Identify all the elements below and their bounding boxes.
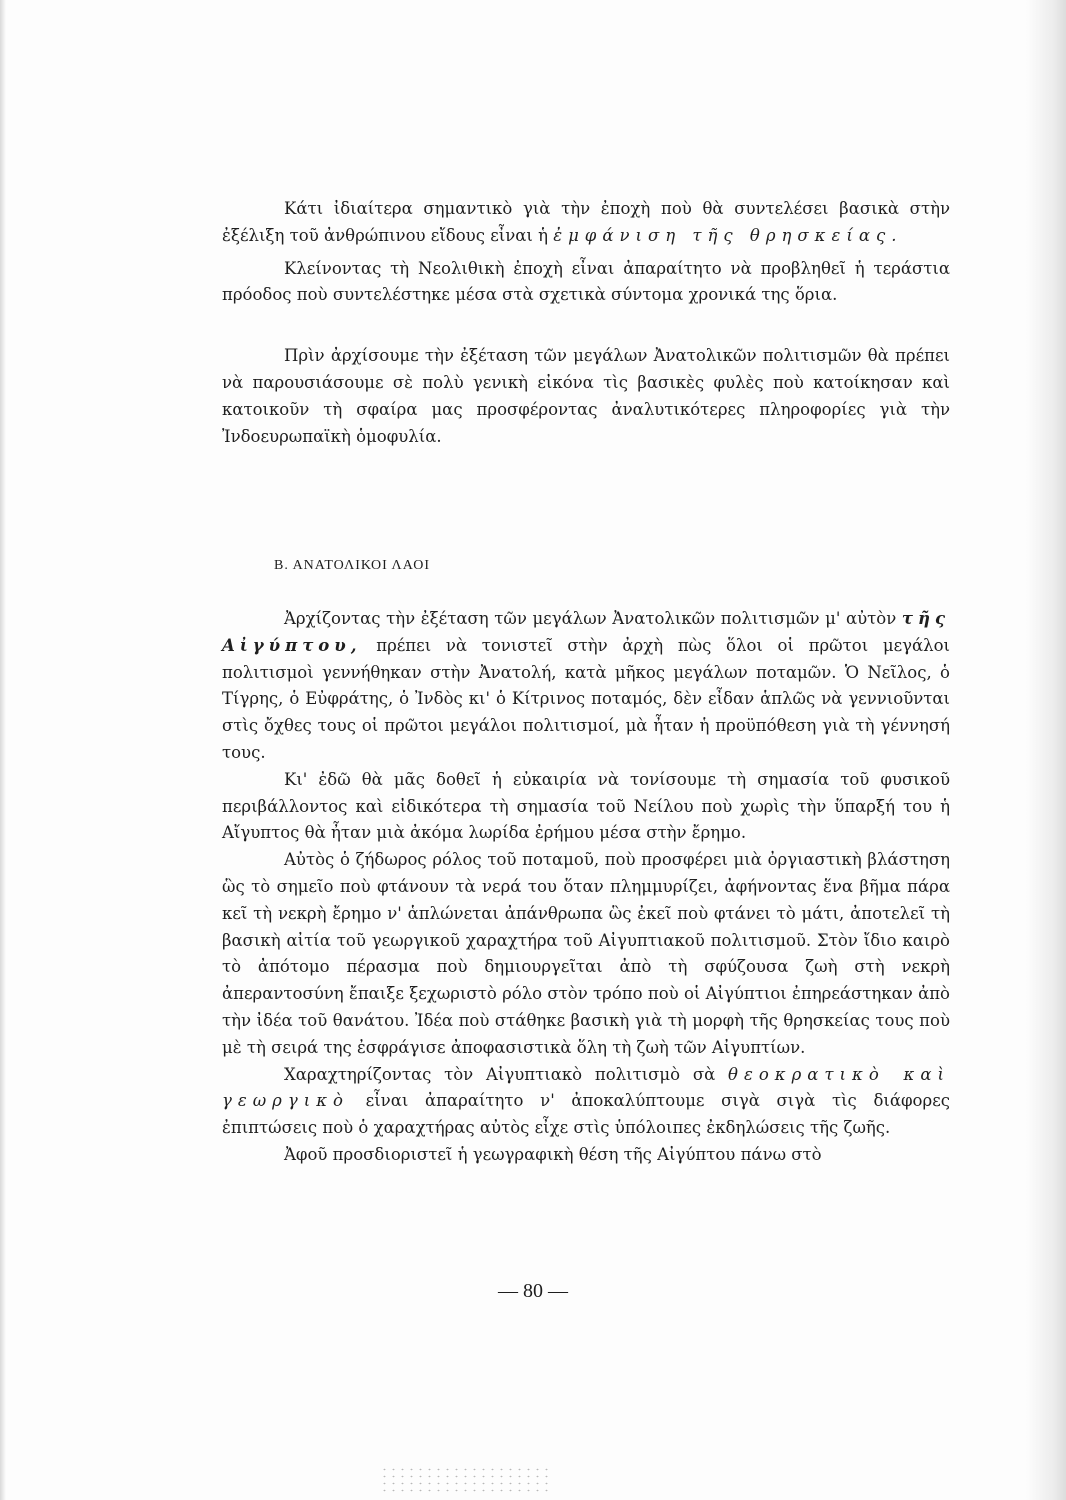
page-edge-shadow-right (1026, 0, 1066, 1500)
paragraph-religion (222, 196, 950, 250)
paragraph-egypt-intro (222, 606, 950, 767)
paragraph-races: Πρὶν ἀρχίσουμε τὴν ἐξέταση τῶν μεγάλων Ἀνατολικῶν πολιτισμῶν θὰ πρέπει νὰ παρουσιάσουμε σὲ πολὺ γενικὴ εἰκόνα τὶς βασικὲς φυλὲς ποὺ κατοίκησαν καὶ κατοικοῦν τὴ σφαίρα μας προσφέροντας ἀναλυτικότερες πληροφορίες γιὰ τὴν Ἰνδοευρωπαϊκὴ ὁμοφυλία. (222, 346, 950, 446)
page-number: — 80 — (498, 1280, 568, 1302)
bottom-text-block (222, 606, 950, 1169)
paragraph-text: πρέπει νὰ τονιστεῖ στὴν ἀρχὴ πὼς ὅλοι οἱ πρῶτοι μεγάλοι πολιτισμοὶ γεννήθηκαν στὴν Ἀνατολή, κατὰ μῆκος μεγάλων ποταμῶν. Ὁ Νεῖλος, ὁ Τίγρης, ὁ Εὐφράτης, ὁ Ἰνδὸς κι' ὁ Κίτρινος ποταμός, δὲν εἶδαν ἁπλῶς νὰ γεννιοῦνται στὶς ὄχθες τους οἱ πρῶτοι μεγάλοι πολιτισμοί, μὰ ἦταν ἡ προϋπόθεση γιὰ τὴ γέννησή τους. (222, 635, 950, 762)
spaced-emphasis: θεοκρατικὸ καὶ γεωργικὸ (222, 1064, 950, 1111)
paragraph-text: εἶναι ἀπαραίτητο ν' ἀποκαλύπτουμε σιγὰ σιγὰ τὶς διάφορες ἐπιπτώσεις ποὺ ὁ χαραχτήρας αὐτὸς εἶχε στὶς ὑπόλοιπες ἐκδηλώσεις τῆς ζωῆς. (222, 1091, 950, 1138)
section-heading: Β. ΑΝΑΤΟΛΙΚΟΙ ΛΑΟΙ (274, 558, 431, 573)
scan-speckle (380, 1466, 550, 1496)
paragraph-river-role: Αὐτὸς ὁ ζήδωρος ρόλος τοῦ ποταμοῦ, ποὺ προσφέρει μιὰ ὀργιαστικὴ βλάστηση ὣς τὸ σημεῖο ποὺ φτάνουν τὰ νερά του ὅταν πλημμυρίζει, ἀφήνοντας ἕνα βῆμα πάρα κεῖ τὴ νεκρὴ ἔρημο ν' ἁπλώνεται ἀπάνθρωπα ὣς ἐκεῖ ποὺ φτάνει τὸ μάτι, ἀποτελεῖ τὴ βασικὴ αἰτία τοῦ γεωργικοῦ χαραχτήρα τοῦ Αἰγυπτιακοῦ πολιτισμοῦ. Στὸν ἴδιο καιρὸ τὸ ἀπότομο πέρασμα ποὺ δημιουργεῖται ἀπὸ τὴ σφύζουσα ζωὴ στὴ νεκρὴ ἀπεραντοσύνη ἔπαιξε ξεχωριστὸ ρόλο στὸν τρόπο ποὺ οἱ Αἰγύπτιοι ἐπηρεάστηκαν ἀπὸ τὴν ἰδέα τοῦ θανάτου. Ἰδέα ποὺ στάθηκε βασικὴ γιὰ τὴ μορφὴ τῆς θρησκείας τους ποὺ μὲ τὴ σειρά της ἐσφράγισε ἀποφασιστικὰ ὅλη τὴ ζωὴ τῶν Αἰγυπτίων. (222, 850, 950, 1057)
page-edge-shadow-left (0, 0, 6, 1500)
paragraph-text: Κάτι ἰδιαίτερα σημαντικὸ γιὰ τὴν ἐποχὴ ποὺ θὰ συντελέσει βασικὰ στὴν ἐξέλιξη τοῦ ἀνθρώπινου εἴδους εἶναι ἡ (222, 199, 950, 245)
paragraph-theocratic (222, 1062, 950, 1142)
paragraph-neolithic: Κλείνοντας τὴ Νεολιθικὴ ἐποχὴ εἶναι ἀπαραίτητο νὰ προβληθεῖ ἡ τεράστια πρόοδος ποὺ συντελέστηκε μέσα στὰ σχετικὰ σύντομα χρονικά της ὅρια. (222, 258, 950, 305)
paragraph-text: Χαραχτηρίζοντας τὸν Αἰγυπτιακὸ πολιτισμὸ σὰ (284, 1064, 716, 1084)
paragraph-text: Ἀρχίζοντας τὴν ἐξέταση τῶν μεγάλων Ἀνατολικῶν πολιτισμῶν μ' αὐτὸν (284, 609, 897, 628)
paragraph-nile: Κι' ἐδῶ θὰ μᾶς δοθεῖ ἡ εὐκαιρία νὰ τονίσουμε τὴ σημασία τοῦ φυσικοῦ περιβάλλοντος καὶ εἰδικότερα τὴ σημασία τοῦ Νείλου ποὺ χωρὶς τὴν ὕπαρξή του ἡ Αἴγυπτος θὰ ἦταν μιὰ ἀκόμα λωρίδα ἐρήμου μέσα στὴν ἔρημο. (222, 769, 950, 843)
paragraph-geography: Ἀφοῦ προσδιοριστεῖ ἡ γεωγραφικὴ θέση τῆς Αἰγύπτου πάνω στὸ (284, 1144, 822, 1164)
top-text-block (222, 196, 950, 450)
spaced-emphasis: ἐμφάνιση τῆς θρησκείας. (553, 225, 903, 245)
spaced-emphasis: τῆς Αἰγύπτου, (222, 609, 951, 655)
